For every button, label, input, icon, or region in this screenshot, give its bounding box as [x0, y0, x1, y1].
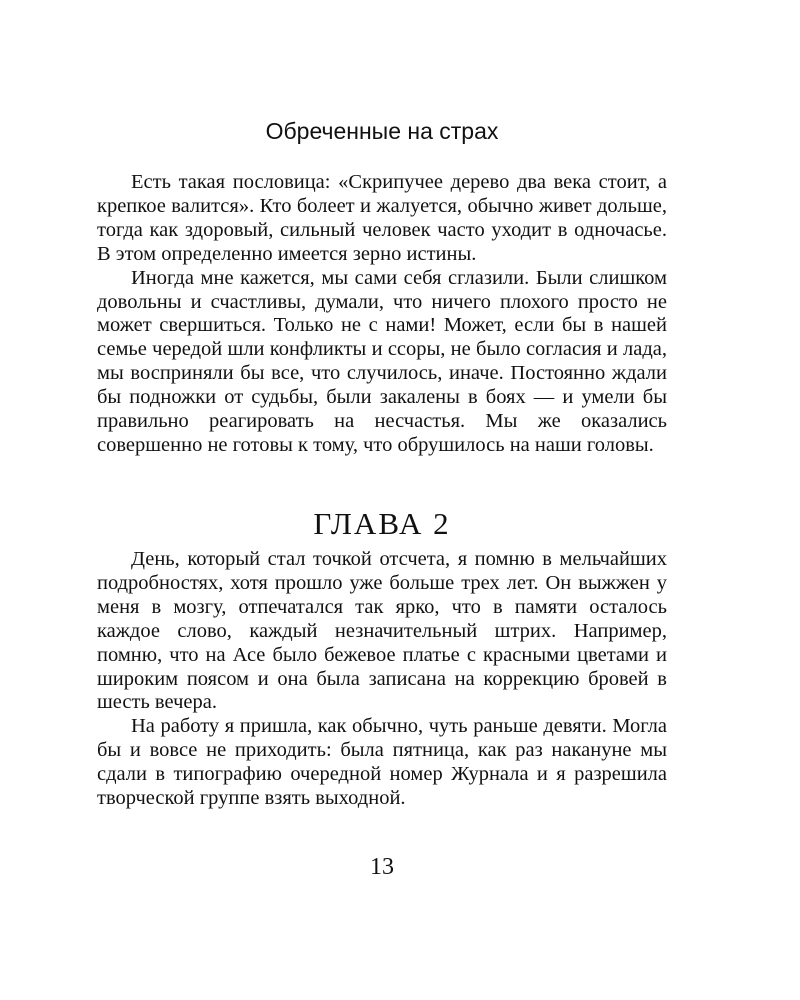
page-number: 13 — [370, 854, 394, 880]
chapter-heading: ГЛАВА 2 — [313, 506, 451, 541]
paragraph: Иногда мне кажется, мы сами себя сглазили. Были слишком довольны и счастливы, думали, что ничего плохого просто не может свершиться. Только не с нами! Может, если бы в нашей семье чередой шли конфликты и ссоры, не было согласия и лада, мы восприняли бы все, что случилось, иначе. Постоянно ждали бы подножки от судьбы, были закалены в боях — и умели бы правильно реагировать на несчастья. Мы же оказались совершенно не готовы к тому, что обрушилось на наши головы. — [97, 266, 667, 456]
paragraph: На работу я пришла, как обычно, чуть раньше девяти. Могла бы и вовсе не приходить: была пятница, как раз накануне мы сдали в типографию очередной номер Журнала и я разрешила творческой группе взять выходной. — [97, 715, 667, 810]
paragraph: Есть такая пословица: «Скрипучее дерево два века стоит, а крепкое валится». Кто болеет и жалуется, обычно живет дольше, тогда как здоровый, сильный человек часто уходит в одночасье. В этом определенно имеется зерно истины. — [97, 171, 667, 265]
intro-text — [97, 171, 667, 458]
paragraph: День, который стал точкой отсчета, я помню в мельчайших подробностях, хотя прошло уже больше трех лет. Он выжжен у меня в мозгу, отпечатался так ярко, что в памяти осталось каждое слово, каждый незначительный штрих. Например, помню, что на Асе было бежевое платье с красными цветами и широким поясом и она была записана на коррекцию бровей в шесть вечера. — [97, 548, 667, 714]
chapter-text — [97, 548, 667, 811]
running-head: Обреченные на страх — [265, 118, 499, 144]
